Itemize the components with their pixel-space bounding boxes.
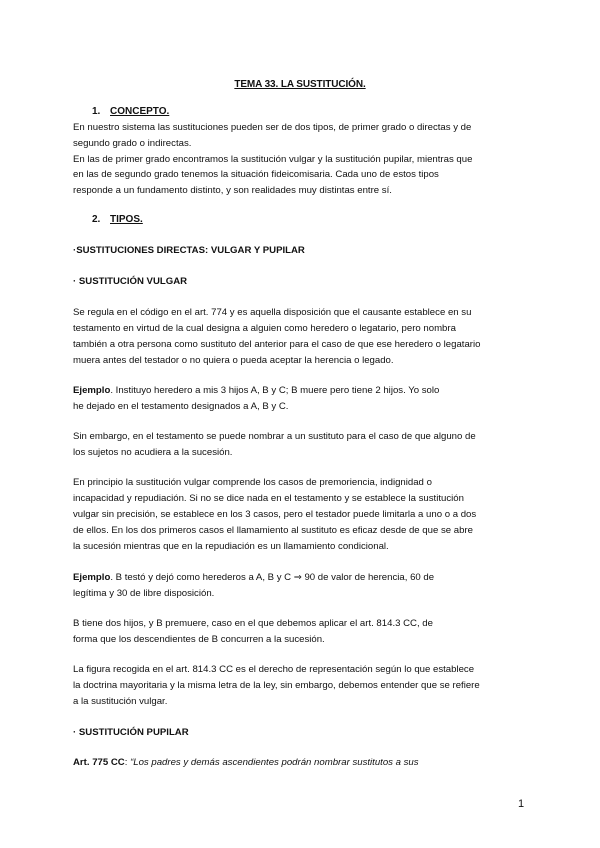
- section-label: TIPOS.: [110, 214, 143, 225]
- text-line: testamento en virtud de la cual designa a alguien como heredero o legatario, pero nombra: [73, 323, 456, 334]
- section-number: 1.: [92, 106, 101, 117]
- subheading-pupilar: · SUSTITUCIÓN PUPILAR: [73, 727, 189, 738]
- text-line: segundo grado o indirectas.: [73, 138, 192, 149]
- text-line: La figura recogida en el art. 814.3 CC es el derecho de representación según lo que establece: [73, 664, 475, 675]
- example-text: . Instituyo heredero a mis 3 hijos A, B y C; B muere pero tiene 2 hijos. Yo solo: [110, 385, 440, 396]
- text-line: la sucesión mientras que en la repudiación es un llamamiento condicional.: [73, 541, 389, 552]
- text-line: Sin embargo, en el testamento se puede nombrar a un sustituto para el caso de que alguno de: [73, 431, 476, 442]
- text-line: B tiene dos hijos, y B premuere, caso en el que debemos aplicar el art. 814.3 CC, de: [73, 618, 433, 629]
- subheading-directas: ·SUSTITUCIONES DIRECTAS: VULGAR Y PUPILAR: [73, 245, 305, 256]
- text-line: en las de segundo grado tenemos la situación fideicomisaria. Cada uno de estos tipos: [73, 169, 439, 180]
- text-line: también a otra persona como sustituto del anterior para el caso de que ese heredero o legatario: [73, 339, 481, 350]
- text-line: Se regula en el código en el art. 774 y es aquella disposición que el causante establece en su: [73, 307, 472, 318]
- example-label: Ejemplo: [73, 385, 111, 396]
- article-label: Art. 775 CC: [73, 757, 125, 768]
- section-heading-tipos: [92, 214, 143, 225]
- text-line: forma que los descendientes de B concurren a la sucesión.: [73, 634, 325, 645]
- text-line: muera antes del testador o no quiera o pueda aceptar la herencia o legado.: [73, 355, 394, 366]
- text-line: a la sustitución vulgar.: [73, 696, 168, 707]
- section-label: CONCEPTO.: [110, 106, 170, 117]
- example-line: [73, 385, 439, 397]
- text-line: En principio la sustitución vulgar comprende los casos de premoriencia, indignidad o: [73, 477, 432, 488]
- document-title: TEMA 33. LA SUSTITUCIÓN.: [234, 79, 366, 90]
- text-line: los sujetos no acudiera a la sucesión.: [73, 447, 233, 458]
- text-line: legítima y 30 de libre disposición.: [73, 588, 215, 599]
- section-number: 2.: [92, 214, 101, 225]
- example-text: . B testó y dejó como herederos a A, B y C ⇒ 90 de valor de herencia, 60 de: [110, 572, 435, 583]
- text-line: En las de primer grado encontramos la sustitución vulgar y la sustitución pupilar, mientras que: [73, 154, 473, 165]
- subheading-vulgar: · SUSTITUCIÓN VULGAR: [73, 276, 188, 287]
- article-quote: “Los padres y demás ascendientes podrán nombrar sustitutos a sus: [130, 757, 419, 768]
- text-line: incapacidad y repudiación. Si no se dice nada en el testamento y se establece la sustitución: [73, 493, 464, 504]
- page-number: 1: [518, 798, 525, 810]
- text-line: de ellos. En los dos primeros casos el llamamiento al sustituto es eficaz desde de que se abre: [73, 525, 473, 536]
- text-line: la doctrina mayoritaria y la misma letra de la ley, sin embargo, debemos entender que se refiere: [73, 680, 480, 691]
- article-line: [73, 757, 419, 769]
- text-line: he dejado en el testamento designados a A, B y C.: [73, 401, 289, 412]
- text-line: vulgar sin precisión, se establece en los 3 casos, pero el testador puede limitarla a uno o a dos: [73, 509, 477, 520]
- example-label: Ejemplo: [73, 572, 111, 583]
- text-line: responde a un fundamento distinto, y son realidades muy distintas entre sí.: [73, 185, 392, 196]
- text-line: En nuestro sistema las sustituciones pueden ser de dos tipos, de primer grado o directas y de: [73, 122, 472, 133]
- article-separator: :: [124, 757, 131, 768]
- example-line: [73, 572, 434, 584]
- section-heading-concepto: [92, 106, 169, 117]
